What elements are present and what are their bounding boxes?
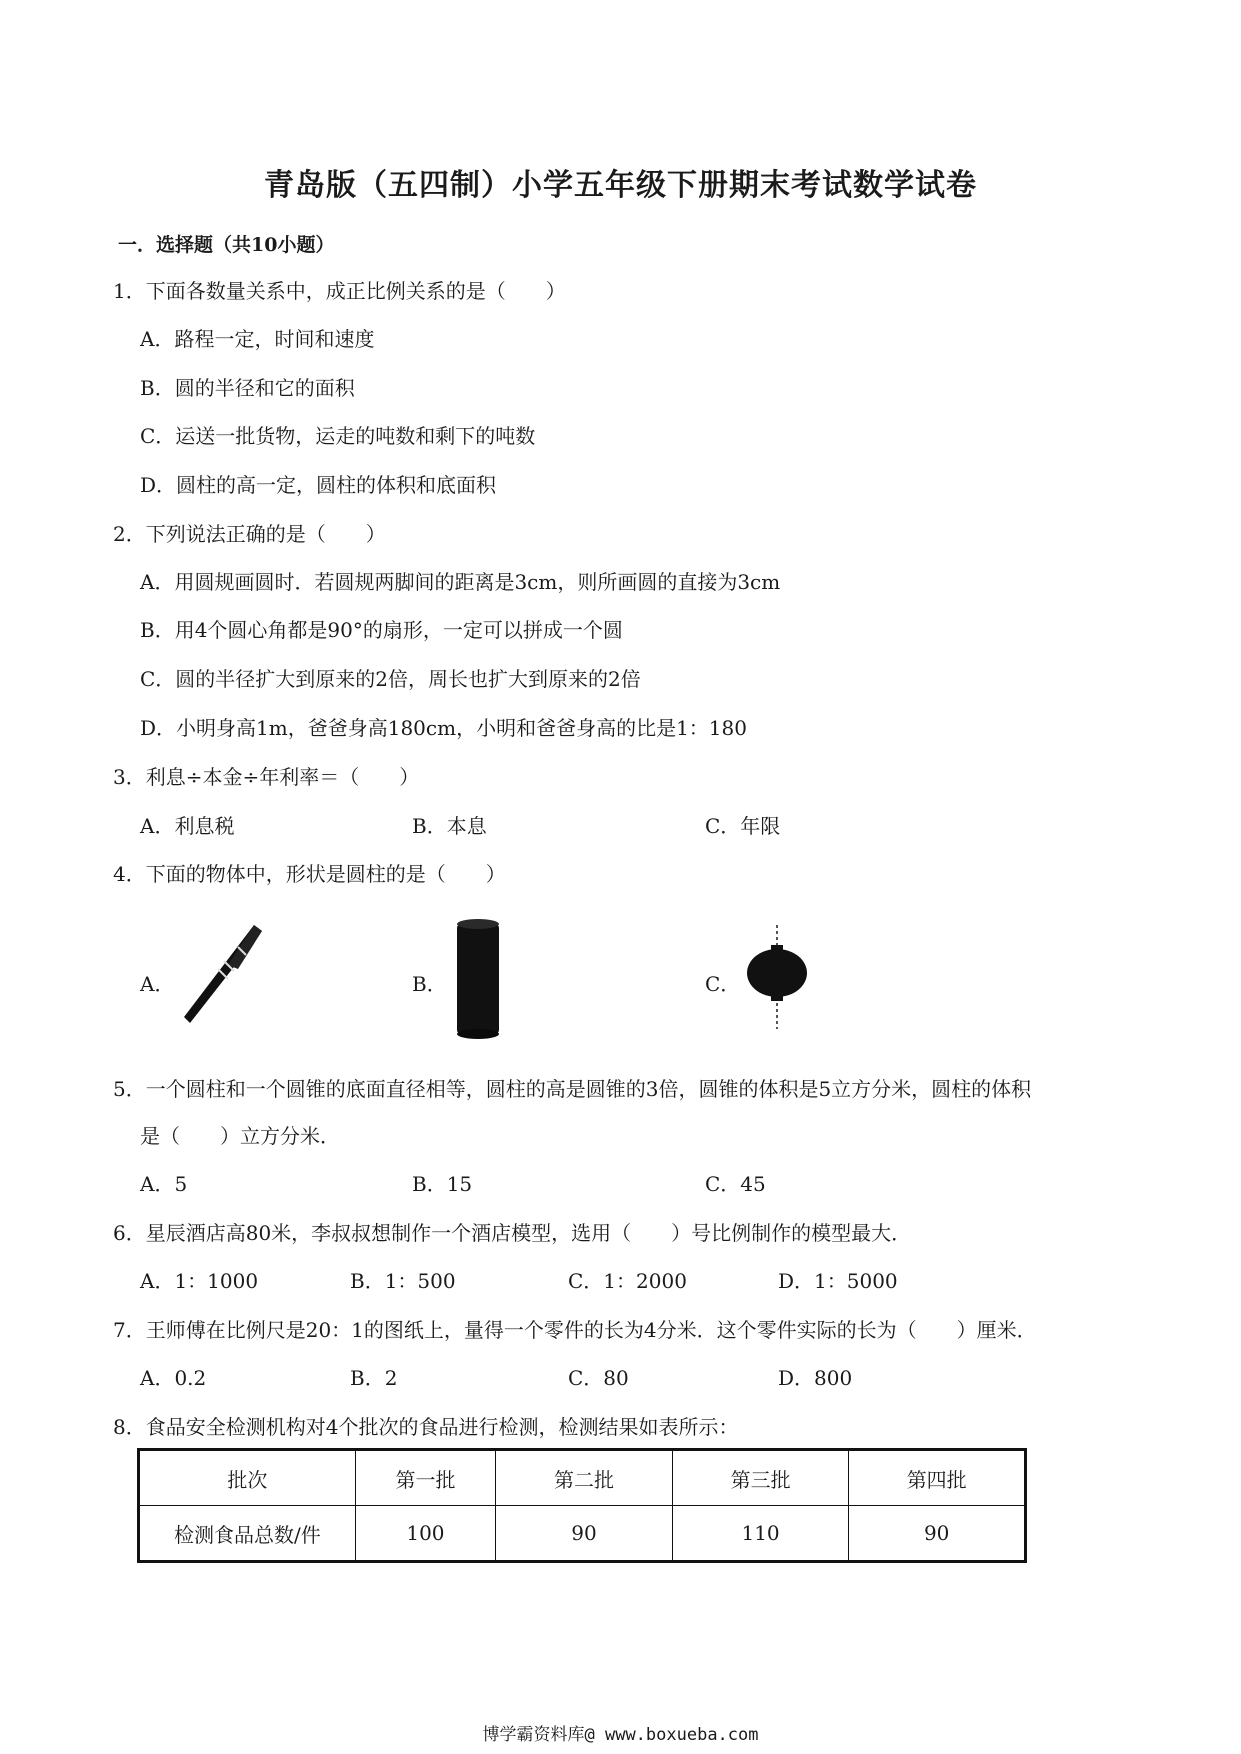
q6-option-a[interactable]: A．1：1000 <box>140 1269 259 1293</box>
question-5-stem: 5．一个圆柱和一个圆锥的底面直径相等，圆柱的高是圆锥的3倍，圆锥的体积是5立方分米，圆柱的体积 <box>113 1077 1032 1101</box>
q4-option-c[interactable]: C． <box>705 972 741 996</box>
cylinder-object-icon <box>455 918 501 1040</box>
cone-object-icon <box>176 925 266 1025</box>
table-cell: 90 <box>496 1506 673 1562</box>
q7-option-a[interactable]: A．0.2 <box>140 1366 207 1390</box>
q3-option-c[interactable]: C．年限 <box>705 814 781 838</box>
inspection-table <box>137 1448 1027 1563</box>
q1-option-c[interactable]: C．运送一批货物，运走的吨数和剩下的吨数 <box>140 424 536 448</box>
question-7-stem: 7．王师傅在比例尺是20：1的图纸上，量得一个零件的长为4分米．这个零件实际的长为（ ）厘米． <box>113 1318 1037 1342</box>
footer-watermark: 博学霸资料库@ www.boxueba.com <box>482 1725 759 1745</box>
q6-option-b[interactable]: B．1：500 <box>350 1269 456 1293</box>
q6-option-d[interactable]: D．1：5000 <box>778 1269 898 1293</box>
table-header-cell: 第四批 <box>849 1450 1026 1506</box>
question-8-stem: 8．食品安全检测机构对4个批次的食品进行检测，检测结果如表所示： <box>113 1415 739 1439</box>
question-6-stem: 6．星辰酒店高80米，李叔叔想制作一个酒店模型，选用（ ）号比例制作的模型最大． <box>113 1221 912 1245</box>
q5-option-b[interactable]: B．15 <box>412 1172 473 1196</box>
q7-option-d[interactable]: D．800 <box>778 1366 853 1390</box>
question-5-stem-cont: 是（ ）立方分米． <box>140 1124 340 1148</box>
q1-option-a[interactable]: A．路程一定，时间和速度 <box>140 327 375 351</box>
q1-option-d[interactable]: D．圆柱的高一定，圆柱的体积和底面积 <box>140 473 497 497</box>
q7-option-b[interactable]: B．2 <box>350 1366 398 1390</box>
table-row <box>139 1506 1026 1562</box>
table-header-cell: 批次 <box>139 1450 356 1506</box>
table-header-row <box>139 1450 1026 1506</box>
table-cell: 90 <box>849 1506 1026 1562</box>
question-1-stem: 1．下面各数量关系中，成正比例关系的是（ ） <box>113 279 566 303</box>
page-title: 青岛版（五四制）小学五年级下册期末考试数学试卷 <box>264 168 977 203</box>
table-header-cell: 第三批 <box>672 1450 849 1506</box>
q3-option-a[interactable]: A．利息税 <box>140 814 235 838</box>
question-3-stem: 3．利息÷本金÷年利率＝（ ） <box>113 765 420 789</box>
table-cell: 检测食品总数/件 <box>139 1506 356 1562</box>
q4-option-b[interactable]: B． <box>412 972 447 996</box>
question-4-stem: 4．下面的物体中，形状是圆柱的是（ ） <box>113 862 506 886</box>
table-header-cell: 第一批 <box>355 1450 495 1506</box>
table-cell: 100 <box>355 1506 495 1562</box>
q2-option-b[interactable]: B．用4个圆心角都是90°的扇形，一定可以拼成一个圆 <box>140 618 623 642</box>
lantern-object-icon <box>744 925 810 1029</box>
q2-option-d[interactable]: D．小明身高1m，爸爸身高180cm，小明和爸爸身高的比是1：180 <box>140 716 747 740</box>
table-header-cell: 第二批 <box>496 1450 673 1506</box>
section-heading: 一．选择题（共10小题） <box>118 234 335 256</box>
question-2-stem: 2．下列说法正确的是（ ） <box>113 522 386 546</box>
q3-option-b[interactable]: B．本息 <box>412 814 487 838</box>
q5-option-a[interactable]: A．5 <box>140 1172 188 1196</box>
q2-option-c[interactable]: C．圆的半径扩大到原来的2倍，周长也扩大到原来的2倍 <box>140 667 641 691</box>
q4-option-a[interactable]: A． <box>140 972 175 996</box>
q2-option-a[interactable]: A．用圆规画圆时．若圆规两脚间的距离是3cm，则所画圆的直接为3cm <box>140 570 781 594</box>
q6-option-c[interactable]: C．1：2000 <box>568 1269 687 1293</box>
q1-option-b[interactable]: B．圆的半径和它的面积 <box>140 376 355 400</box>
table-cell: 110 <box>672 1506 849 1562</box>
q5-option-c[interactable]: C．45 <box>705 1172 766 1196</box>
q7-option-c[interactable]: C．80 <box>568 1366 629 1390</box>
